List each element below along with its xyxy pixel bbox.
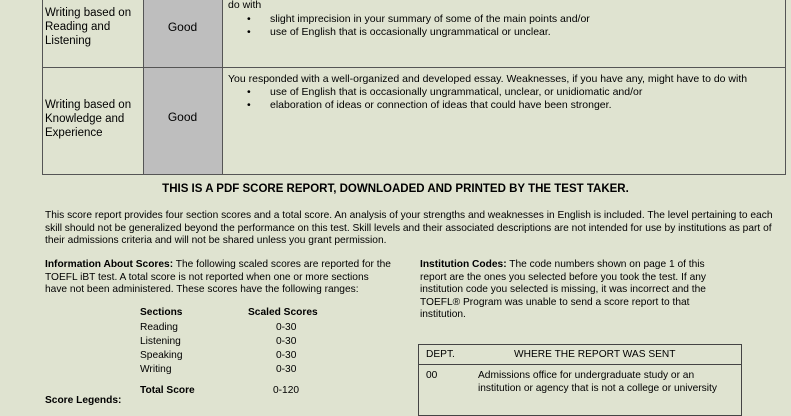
section-range: 0-30	[276, 364, 297, 375]
section-name: Listening	[140, 336, 181, 347]
institution-codes-heading: Institution Codes:	[420, 259, 507, 270]
institution-codes	[420, 259, 720, 322]
col-sections: Sections	[140, 307, 183, 318]
table-rule	[785, 0, 786, 175]
total-score-label: Total Score	[140, 385, 195, 396]
table-rule	[42, 174, 786, 175]
table-rule	[42, 0, 43, 175]
table-rule	[222, 0, 223, 175]
report-title: THIS IS A PDF SCORE REPORT, DOWNLOADED AND PRINTED BY THE TEST TAKER.	[162, 183, 629, 195]
skill-level: Good	[167, 110, 198, 124]
info-about-scores	[45, 259, 393, 297]
info-about-scores-heading: Information About Scores:	[45, 259, 174, 270]
skill-level: Good	[167, 20, 198, 34]
dept-description: Admissions office for undergraduate study or an institution or agency that is not a college or university	[478, 370, 717, 394]
dept-code: 00	[426, 370, 438, 381]
feedback-intro: You responded with a well-organized and developed essay. Weaknesses, if you have any, might have to do with	[228, 73, 748, 85]
feedback-intro: do with	[228, 0, 262, 11]
skill-name: Writing based on Reading and Listening	[45, 7, 132, 47]
col-scaled-scores: Scaled Scores	[248, 307, 318, 318]
feedback-bullet: elaboration of ideas or connection of ideas that could have been stronger.	[270, 99, 612, 111]
section-range: 0-30	[276, 336, 297, 347]
section-name: Reading	[140, 322, 178, 333]
info-about-scores-text: The following scaled scores are reported for the TOEFL iBT test. A total score is not reported when one or more sections have not been administered. These scores have the following ranges:	[45, 259, 391, 295]
bullet-icon: •	[247, 86, 251, 98]
section-name: Speaking	[140, 350, 183, 361]
section-range: 0-30	[276, 322, 297, 333]
bullet-icon: •	[247, 99, 251, 111]
bullet-icon: •	[247, 26, 251, 38]
skill-name: Writing based on Knowledge and Experience	[45, 99, 132, 139]
bullet-icon: •	[247, 13, 251, 25]
section-name: Writing	[140, 364, 172, 375]
intro-paragraph: This score report provides four section scores and a total score. An analysis of your strengths and weaknesses in English is included. The level pertaining to each skill should not be generalized beyond the performance on this test. Skill levels and their associated descriptions are not intended for use by institutions as part of their admissions criteria and will not be shared unless you grant permission.	[45, 210, 773, 246]
dept-col-header: DEPT.	[426, 349, 455, 360]
score-legends-label: Score Legends:	[45, 395, 122, 406]
feedback-bullet: use of English that is occasionally ungrammatical or unclear.	[270, 26, 551, 38]
feedback-bullet: slight imprecision in your summary of some of the main points and/or	[270, 13, 590, 25]
feedback-bullet: use of English that is occasionally ungrammatical, unclear, or unidiomatic and/or	[270, 86, 643, 98]
institution-codes-text: The code numbers shown on page 1 of this report are the ones you selected before you took the test. If any institution code you selected is missing, it was incorrect and the TOEFL® Program was unable to send a score report to that institution.	[420, 259, 706, 320]
section-range: 0-30	[276, 350, 297, 361]
total-score-range: 0-120	[273, 385, 300, 396]
where-sent-col-header: WHERE THE REPORT WAS SENT	[514, 349, 676, 360]
table-rule	[418, 364, 741, 365]
